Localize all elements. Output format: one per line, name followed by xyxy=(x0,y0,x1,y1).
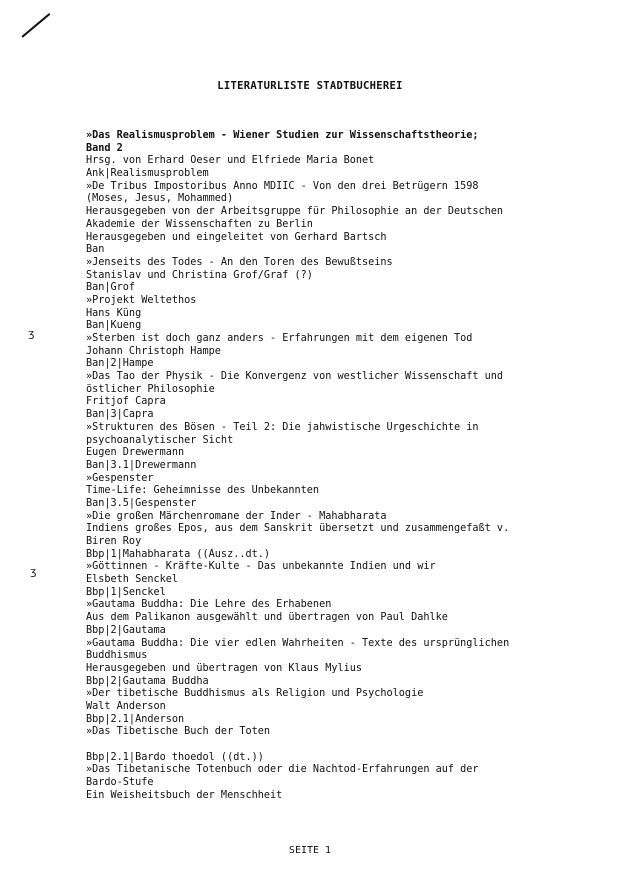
entry-line: Time-Life: Geheimnisse des Unbekannten xyxy=(86,485,320,497)
entry-line: Bbp|2|Gautama Buddha xyxy=(86,675,209,687)
bibliography-list xyxy=(86,130,616,802)
entry-line: Ban xyxy=(86,244,105,256)
entry-line: östlicher Philosophie xyxy=(86,383,215,395)
entry-line: »Göttinnen - Kräfte-Kulte - Das unbekannte Indien und wir xyxy=(86,561,436,573)
blank-line xyxy=(86,739,616,752)
entry-line: Bbp|1|Mahabharata ((Ausz..dt.) xyxy=(86,548,271,560)
entry-line: Ban|Kueng xyxy=(86,320,142,332)
entry-line: Ban|Grof xyxy=(86,282,136,294)
entry-line: Ban|2|Hampe xyxy=(86,358,154,370)
margin-mark: ʒ xyxy=(30,565,37,578)
pen-stroke-mark xyxy=(22,14,23,15)
entry-line: (Moses, Jesus, Mohammed) xyxy=(86,193,234,205)
entry-line: »Sterben ist doch ganz anders - Erfahrungen mit dem eigenen Tod xyxy=(86,333,473,344)
entry-line: Bardo-Stufe xyxy=(86,777,154,789)
entry-line: Ban|3.1|Drewermann xyxy=(86,459,197,471)
entry-line: »Jenseits des Todes - An den Toren des Bewußtseins xyxy=(86,256,393,268)
document-title: LITERATURLISTE STADTBUCHEREI xyxy=(217,80,403,92)
entry-line: psychoanalytischer Sicht xyxy=(86,434,234,446)
entry-line: Ank|Realismusproblem xyxy=(86,168,209,180)
entry-line: Stanislav und Christina Grof/Graf (?) xyxy=(86,269,313,281)
entry-line: Akademie der Wissenschaften zu Berlin xyxy=(86,218,313,230)
entry-line: Ein Weisheitsbuch der Menschheit xyxy=(86,789,283,801)
entry-line: »De Tribus Impostoribus Anno MDIIC - Von den drei Betrügern 1598 xyxy=(86,180,479,192)
entry-line: Biren Roy xyxy=(86,536,142,547)
entry-line: »Gautama Buddha: Die vier edlen Wahrheiten - Texte des ursprünglichen xyxy=(86,637,510,649)
entry-line: Ban|3.5|Gespenster xyxy=(86,497,197,509)
entry-line: »Das Tibetische Buch der Toten xyxy=(86,726,271,738)
entry-line: Eugen Drewermann xyxy=(86,447,185,459)
entry-line: Johann Christoph Hampe xyxy=(86,345,221,357)
entry-line: Hrsg. von Erhard Oeser und Elfriede Maria Bonet xyxy=(86,155,375,167)
entry-line: »Das Realismusproblem - Wiener Studien zur Wissenschaftstheorie; xyxy=(86,130,479,141)
entry-line: »Das Tibetanische Totenbuch oder die Nachtod-Erfahrungen auf der xyxy=(86,764,479,776)
entry-line: »Strukturen des Bösen - Teil 2: Die jahwistische Urgeschichte in xyxy=(86,421,479,433)
entry-line: Aus dem Palikanon ausgewählt und übertragen von Paul Dahlke xyxy=(86,612,448,624)
entry-line: Herausgegeben von der Arbeitsgruppe für Philosophie an der Deutschen xyxy=(86,206,504,218)
entry-line: Herausgegeben und eingeleitet von Gerhard Bartsch xyxy=(86,231,387,243)
entry-line: Fritjof Capra xyxy=(86,396,166,408)
entry-line: Bbp|2.1|Bardo thoedol ((dt.)) xyxy=(86,751,264,763)
entry-line: »Die großen Märchenromane der Inder - Mahabharata xyxy=(86,510,387,522)
entry-line: Bbp|2.1|Anderson xyxy=(86,713,185,725)
entry-line: Walt Anderson xyxy=(86,700,166,712)
entry-line: »Der tibetische Buddhismus als Religion und Psychologie xyxy=(86,688,424,700)
entry-line: Buddhismus xyxy=(86,650,148,662)
entry-line: Band 2 xyxy=(86,142,123,154)
entry-line: Herausgegeben und übertragen von Klaus Mylius xyxy=(86,662,363,674)
entry-line: Elsbeth Senckel xyxy=(86,574,179,586)
entry-line: »Das Tao der Physik - Die Konvergenz von westlicher Wissenschaft und xyxy=(86,371,504,383)
entry-line: Hans Küng xyxy=(86,307,142,319)
entry-line: Ban|3|Capra xyxy=(86,409,154,421)
entry-line: »Projekt Weltethos xyxy=(86,294,197,306)
entry-line: »Gespenster xyxy=(86,472,154,484)
entry-line: Bbp|1|Senckel xyxy=(86,586,166,598)
entry-line: Indiens großes Epos, aus dem Sanskrit übersetzt und zusammengefaßt v. xyxy=(86,523,510,535)
entry-line: »Gautama Buddha: Die Lehre des Erhabenen xyxy=(86,599,332,611)
margin-mark: ʒ xyxy=(28,327,35,340)
page-number: SEITE 1 xyxy=(288,845,332,856)
entry-line: Bbp|2|Gautama xyxy=(86,624,166,636)
